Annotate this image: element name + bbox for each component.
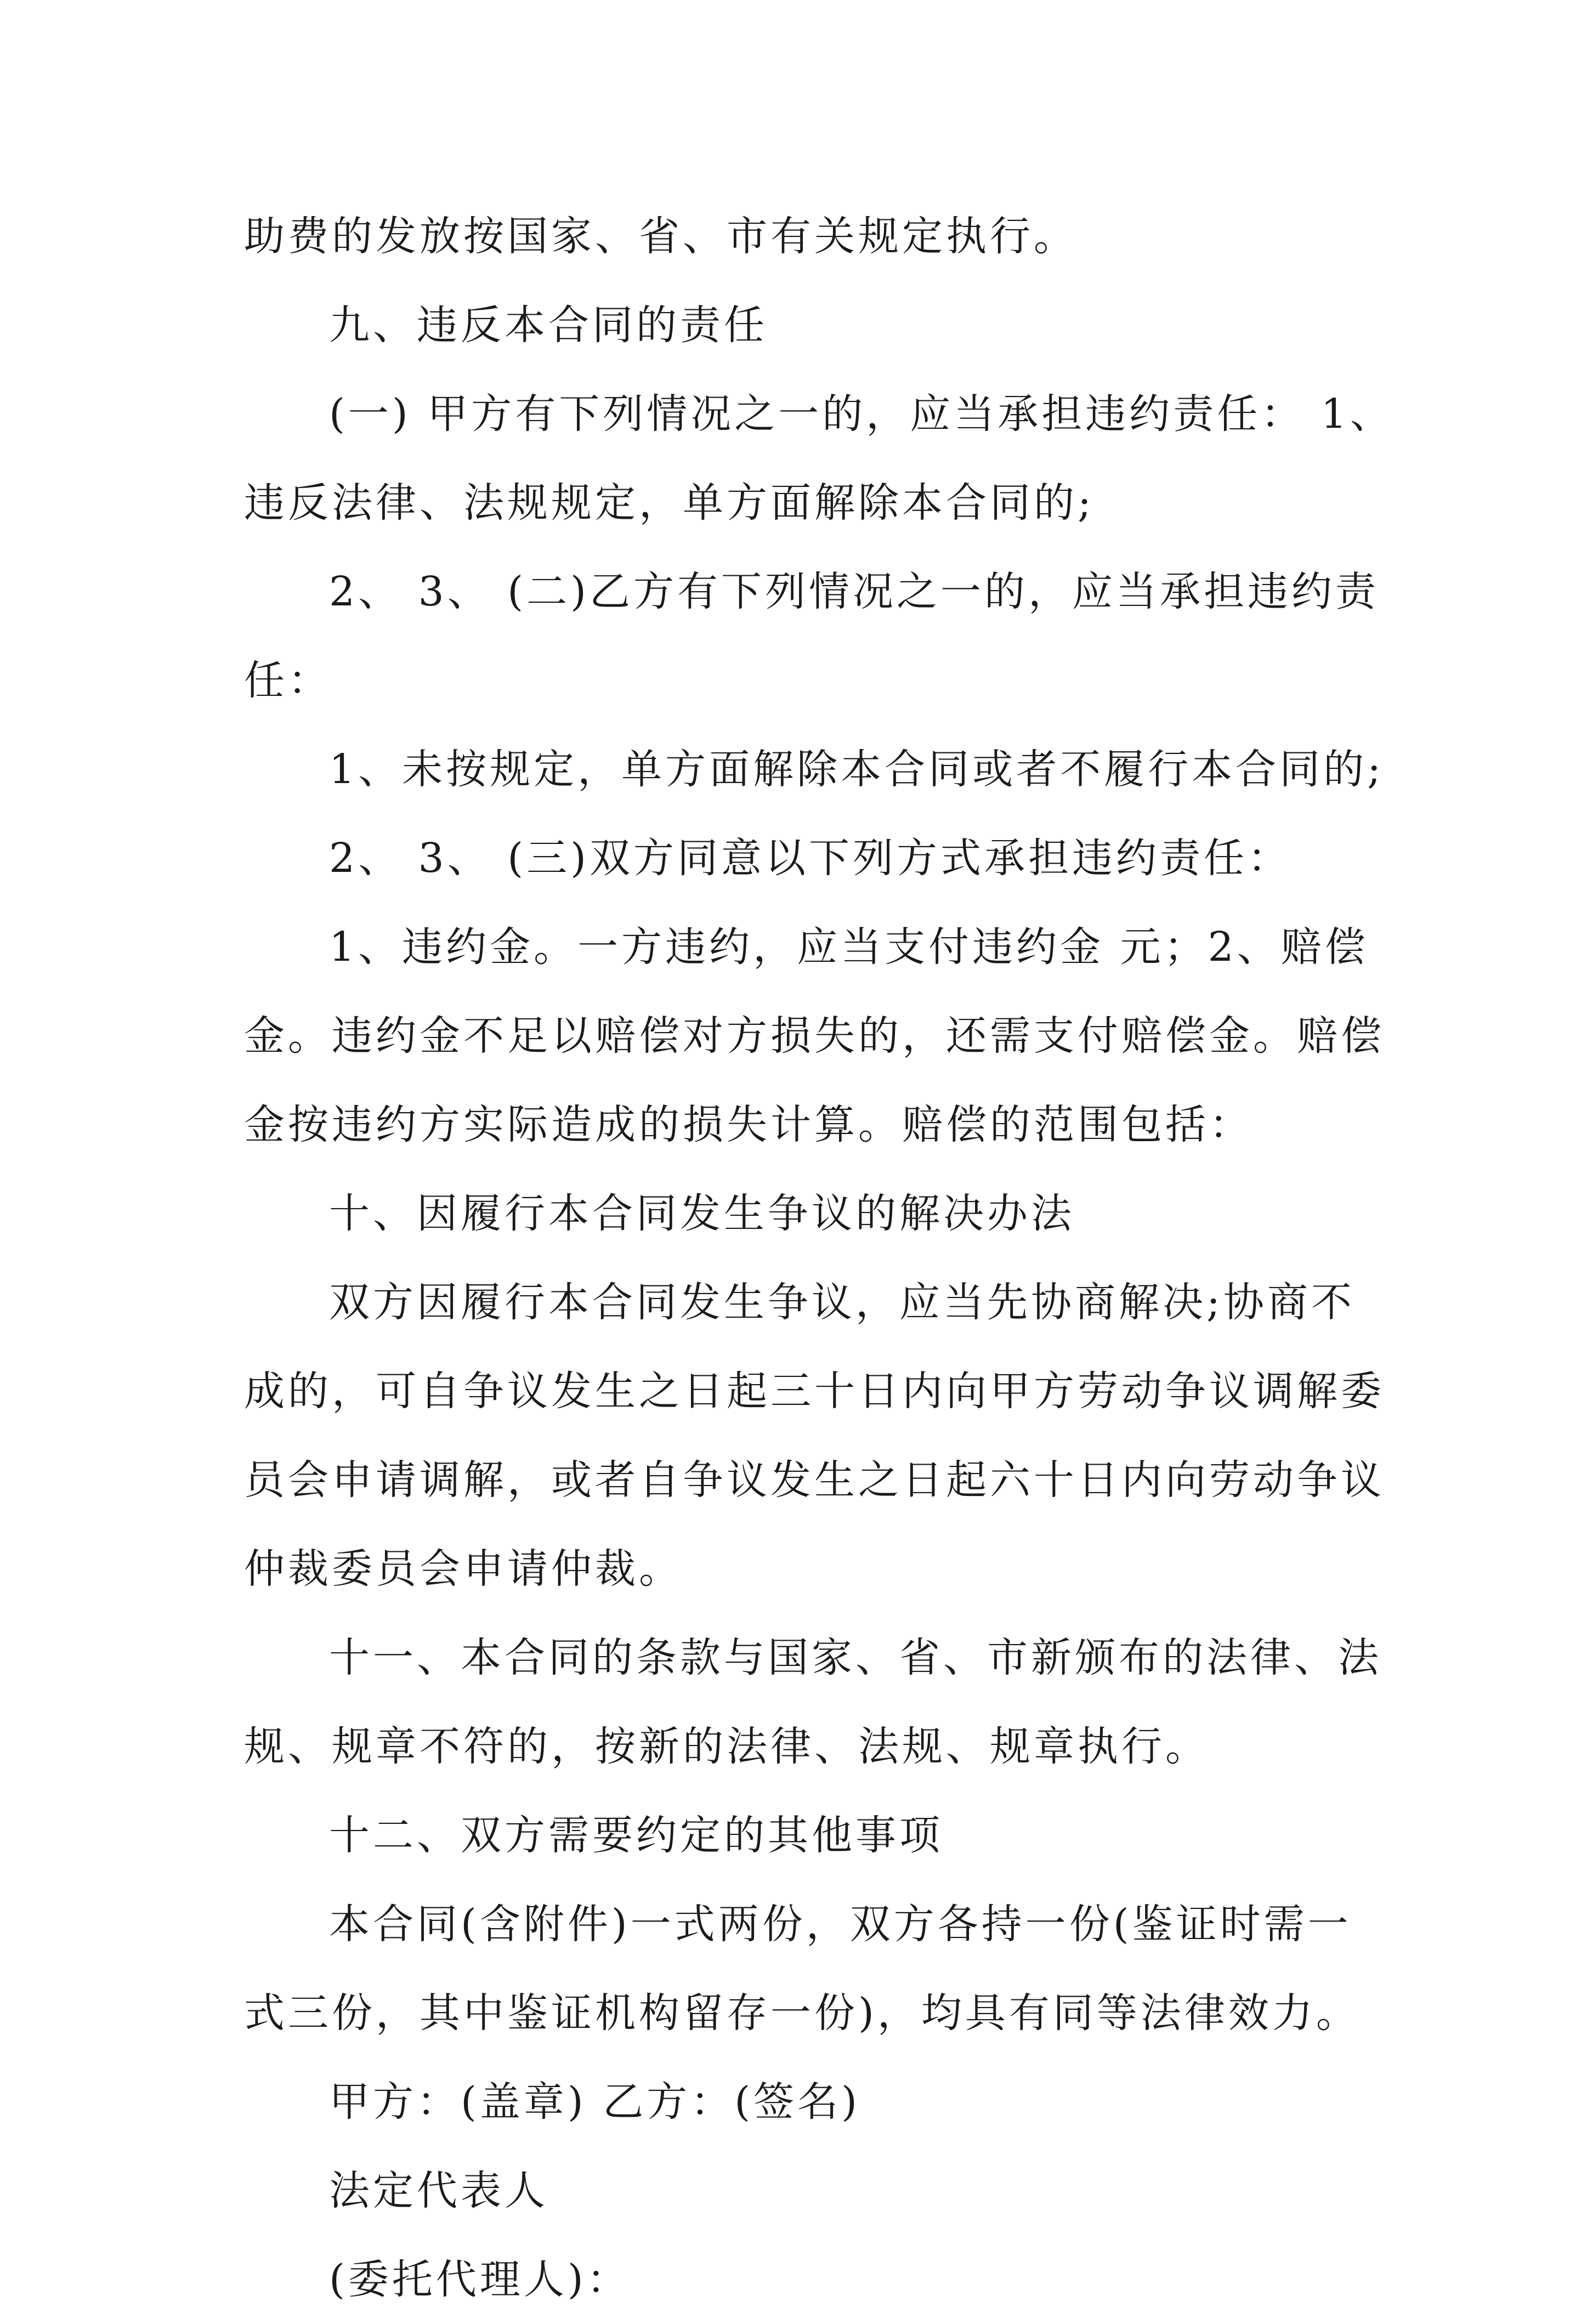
text-line: 仲裁委员会申请仲裁。 [244,1545,683,1592]
signature-line: 甲方：(盖章) 乙方：(签名) [329,2078,861,2125]
text-line: 成的，可自争议发生之日起三十日内向甲方劳动争议调解委 [244,1368,1385,1415]
section-heading-9: 九、违反本合同的责任 [329,302,768,349]
document-page [244,192,1394,2324]
agent-line: (委托代理人)： [329,2256,631,2303]
text-line: 任： [244,657,332,704]
section-heading-11: 十一、本合同的条款与国家、省、市新颁布的法律、法 [329,1634,1382,1681]
text-line: 1、违约金。一方违约，应当支付违约金 元；2、赔偿 [329,923,1369,971]
text-line: 2、 3、 (二)乙方有下列情况之一的，应当承担违约责 [329,568,1379,615]
text-line: 本合同(含附件)一式两份，双方各持一份(鉴证时需一 [329,1901,1352,1948]
text-line: 员会申请调解，或者自争议发生之日起六十日内向劳动争议 [244,1456,1385,1504]
text-line: 式三份，其中鉴证机构留存一份)，均具有同等法律效力。 [244,1989,1360,2037]
text-line: (一) 甲方有下列情况之一的，应当承担违约责任： 1、 [329,390,1394,438]
text-line: 金按违约方实际造成的损失计算。赔偿的范围包括： [244,1101,1253,1148]
legal-representative-line: 法定代表人 [329,2167,548,2214]
text-line: 1、未按规定，单方面解除本合同或者不履行本合同的; [329,746,1385,793]
text-line: 违反法律、法规规定，单方面解除本合同的; [244,479,1095,526]
text-line: 规、规章不符的，按新的法律、法规、规章执行。 [244,1723,1209,1770]
text-line: 金。违约金不足以赔偿对方损失的，还需支付赔偿金。赔偿 [244,1012,1385,1059]
text-line: 助费的发放按国家、省、市有关规定执行。 [244,213,1078,260]
section-heading-10: 十、因履行本合同发生争议的解决办法 [329,1190,1075,1237]
text-line: 双方因履行本合同发生争议，应当先协商解决;协商不 [329,1279,1355,1326]
section-heading-12: 十二、双方需要约定的其他事项 [329,1812,943,1859]
text-line: 2、 3、 (三)双方同意以下列方式承担违约责任： [329,835,1291,882]
